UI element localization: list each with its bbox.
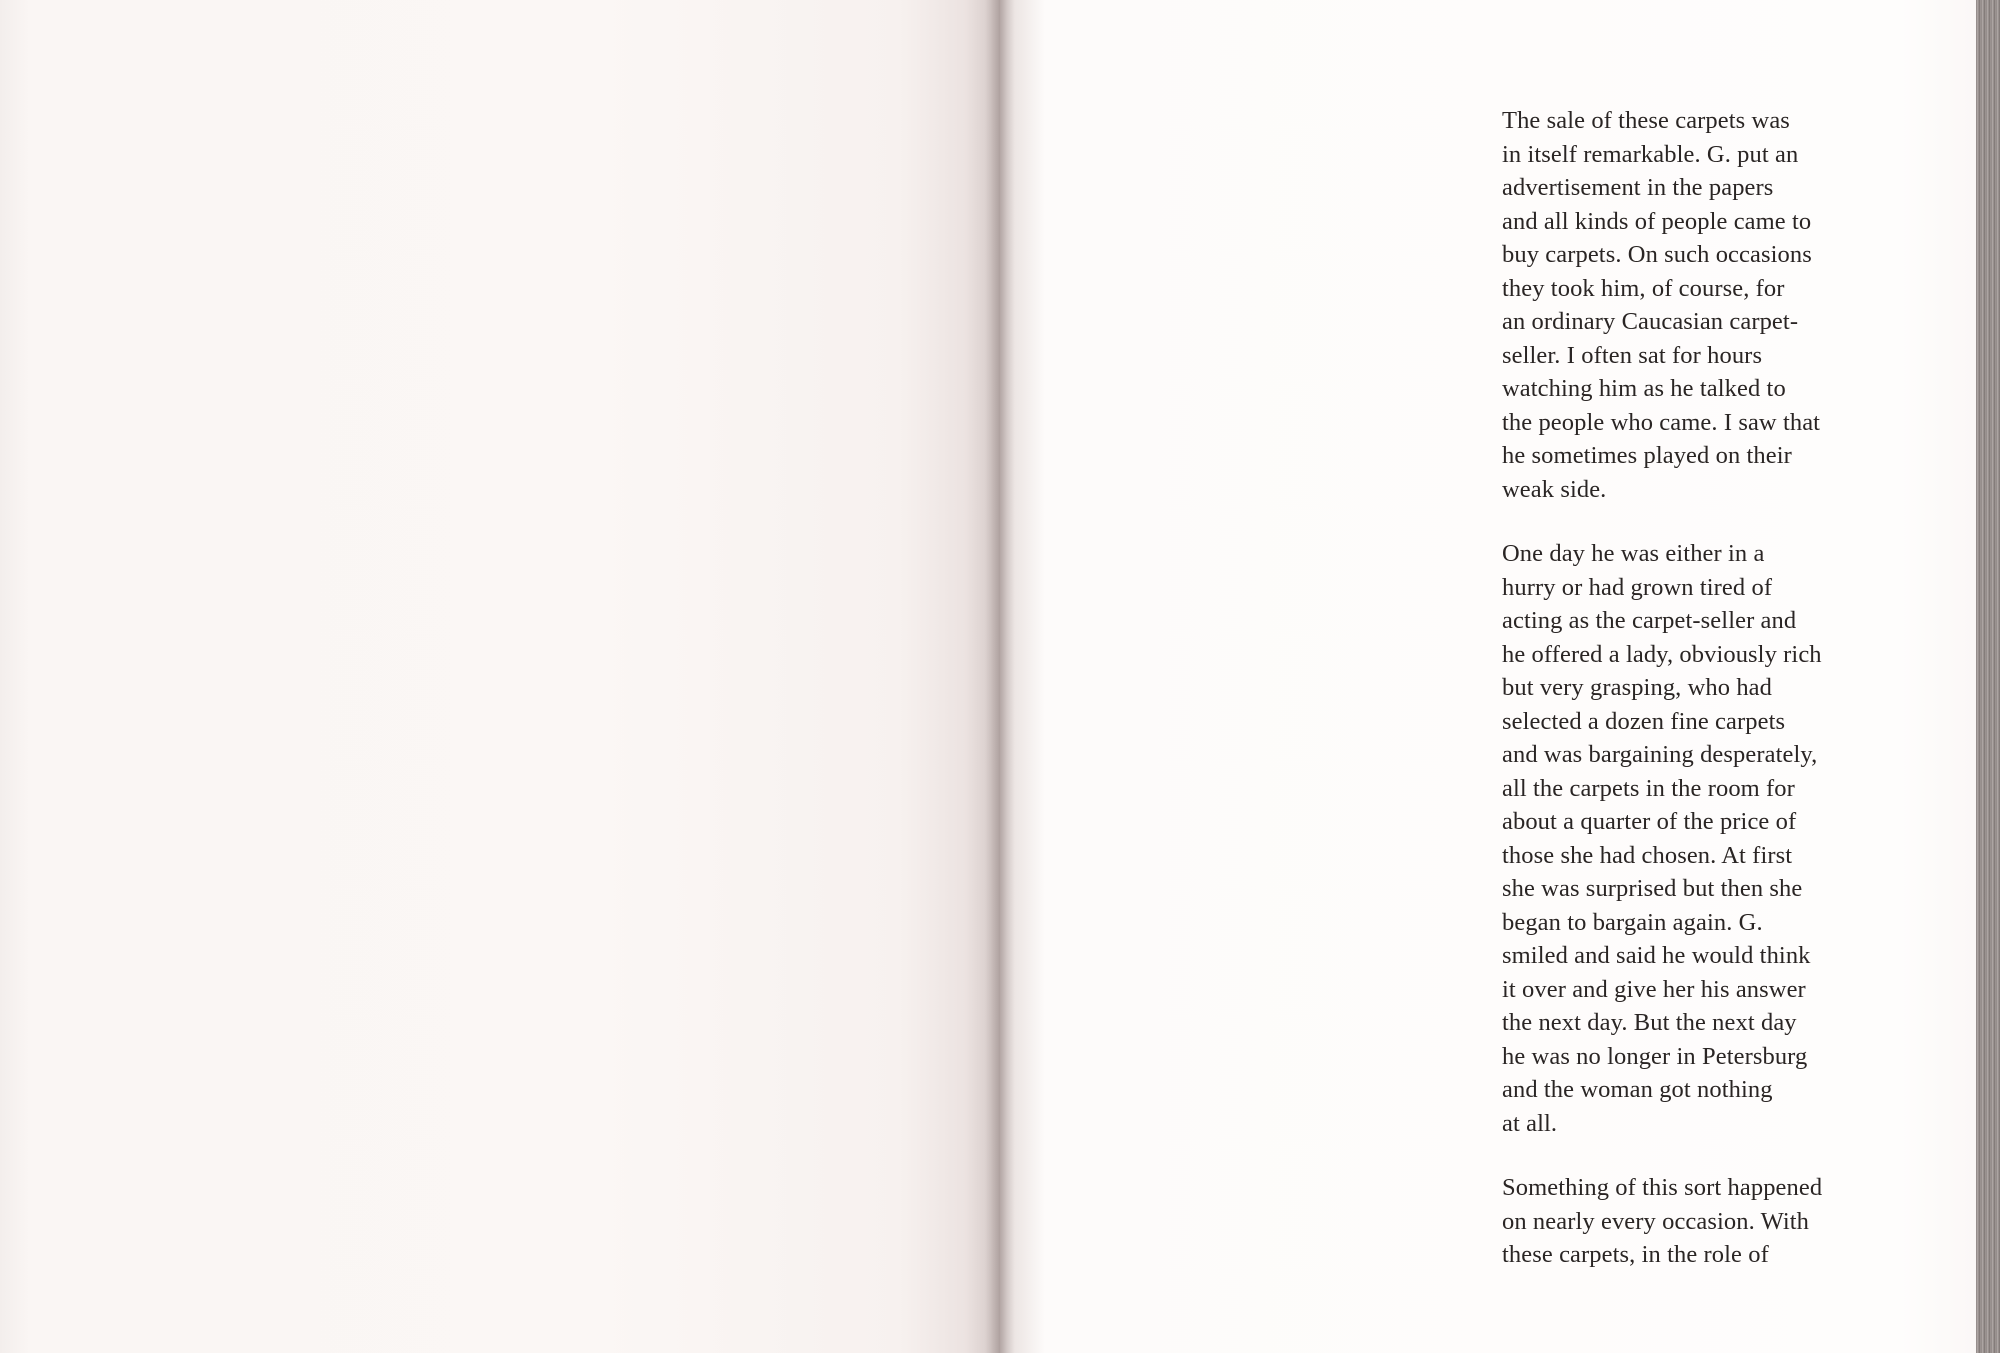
paragraph-3: Something of this sort happened on nearly every occasion. With these carpets, in the role of: [1502, 1174, 1823, 1268]
page-edges: [1976, 0, 2000, 1353]
book-gutter: [985, 0, 1015, 1353]
body-text: [1502, 104, 1922, 1272]
paragraph-1: The sale of these carpets was in itself remarkable. G. put an advertisement in the papers and all kinds of people came to buy carpets. On such occasions they took him, of course, for an ordinary Caucasian carpet- seller. I often sat for hours watching him as he talked to the people who came. I saw that he sometimes played on their weak side.: [1502, 107, 1821, 503]
paragraph-2: One day he was either in a hurry or had grown tired of acting as the carpet-seller and he offered a lady, obviously rich but very grasping, who had selected a dozen fine carpets and was bargaining desperately, all the carpets in the room for about a quarter of the price of those she had chosen. At first she was surprised but then she began to bargain again. G. smiled and said he would think it over and give her his answer the next day. But the next day he was no longer in Petersburg and the woman got nothing at all.: [1502, 540, 1822, 1137]
